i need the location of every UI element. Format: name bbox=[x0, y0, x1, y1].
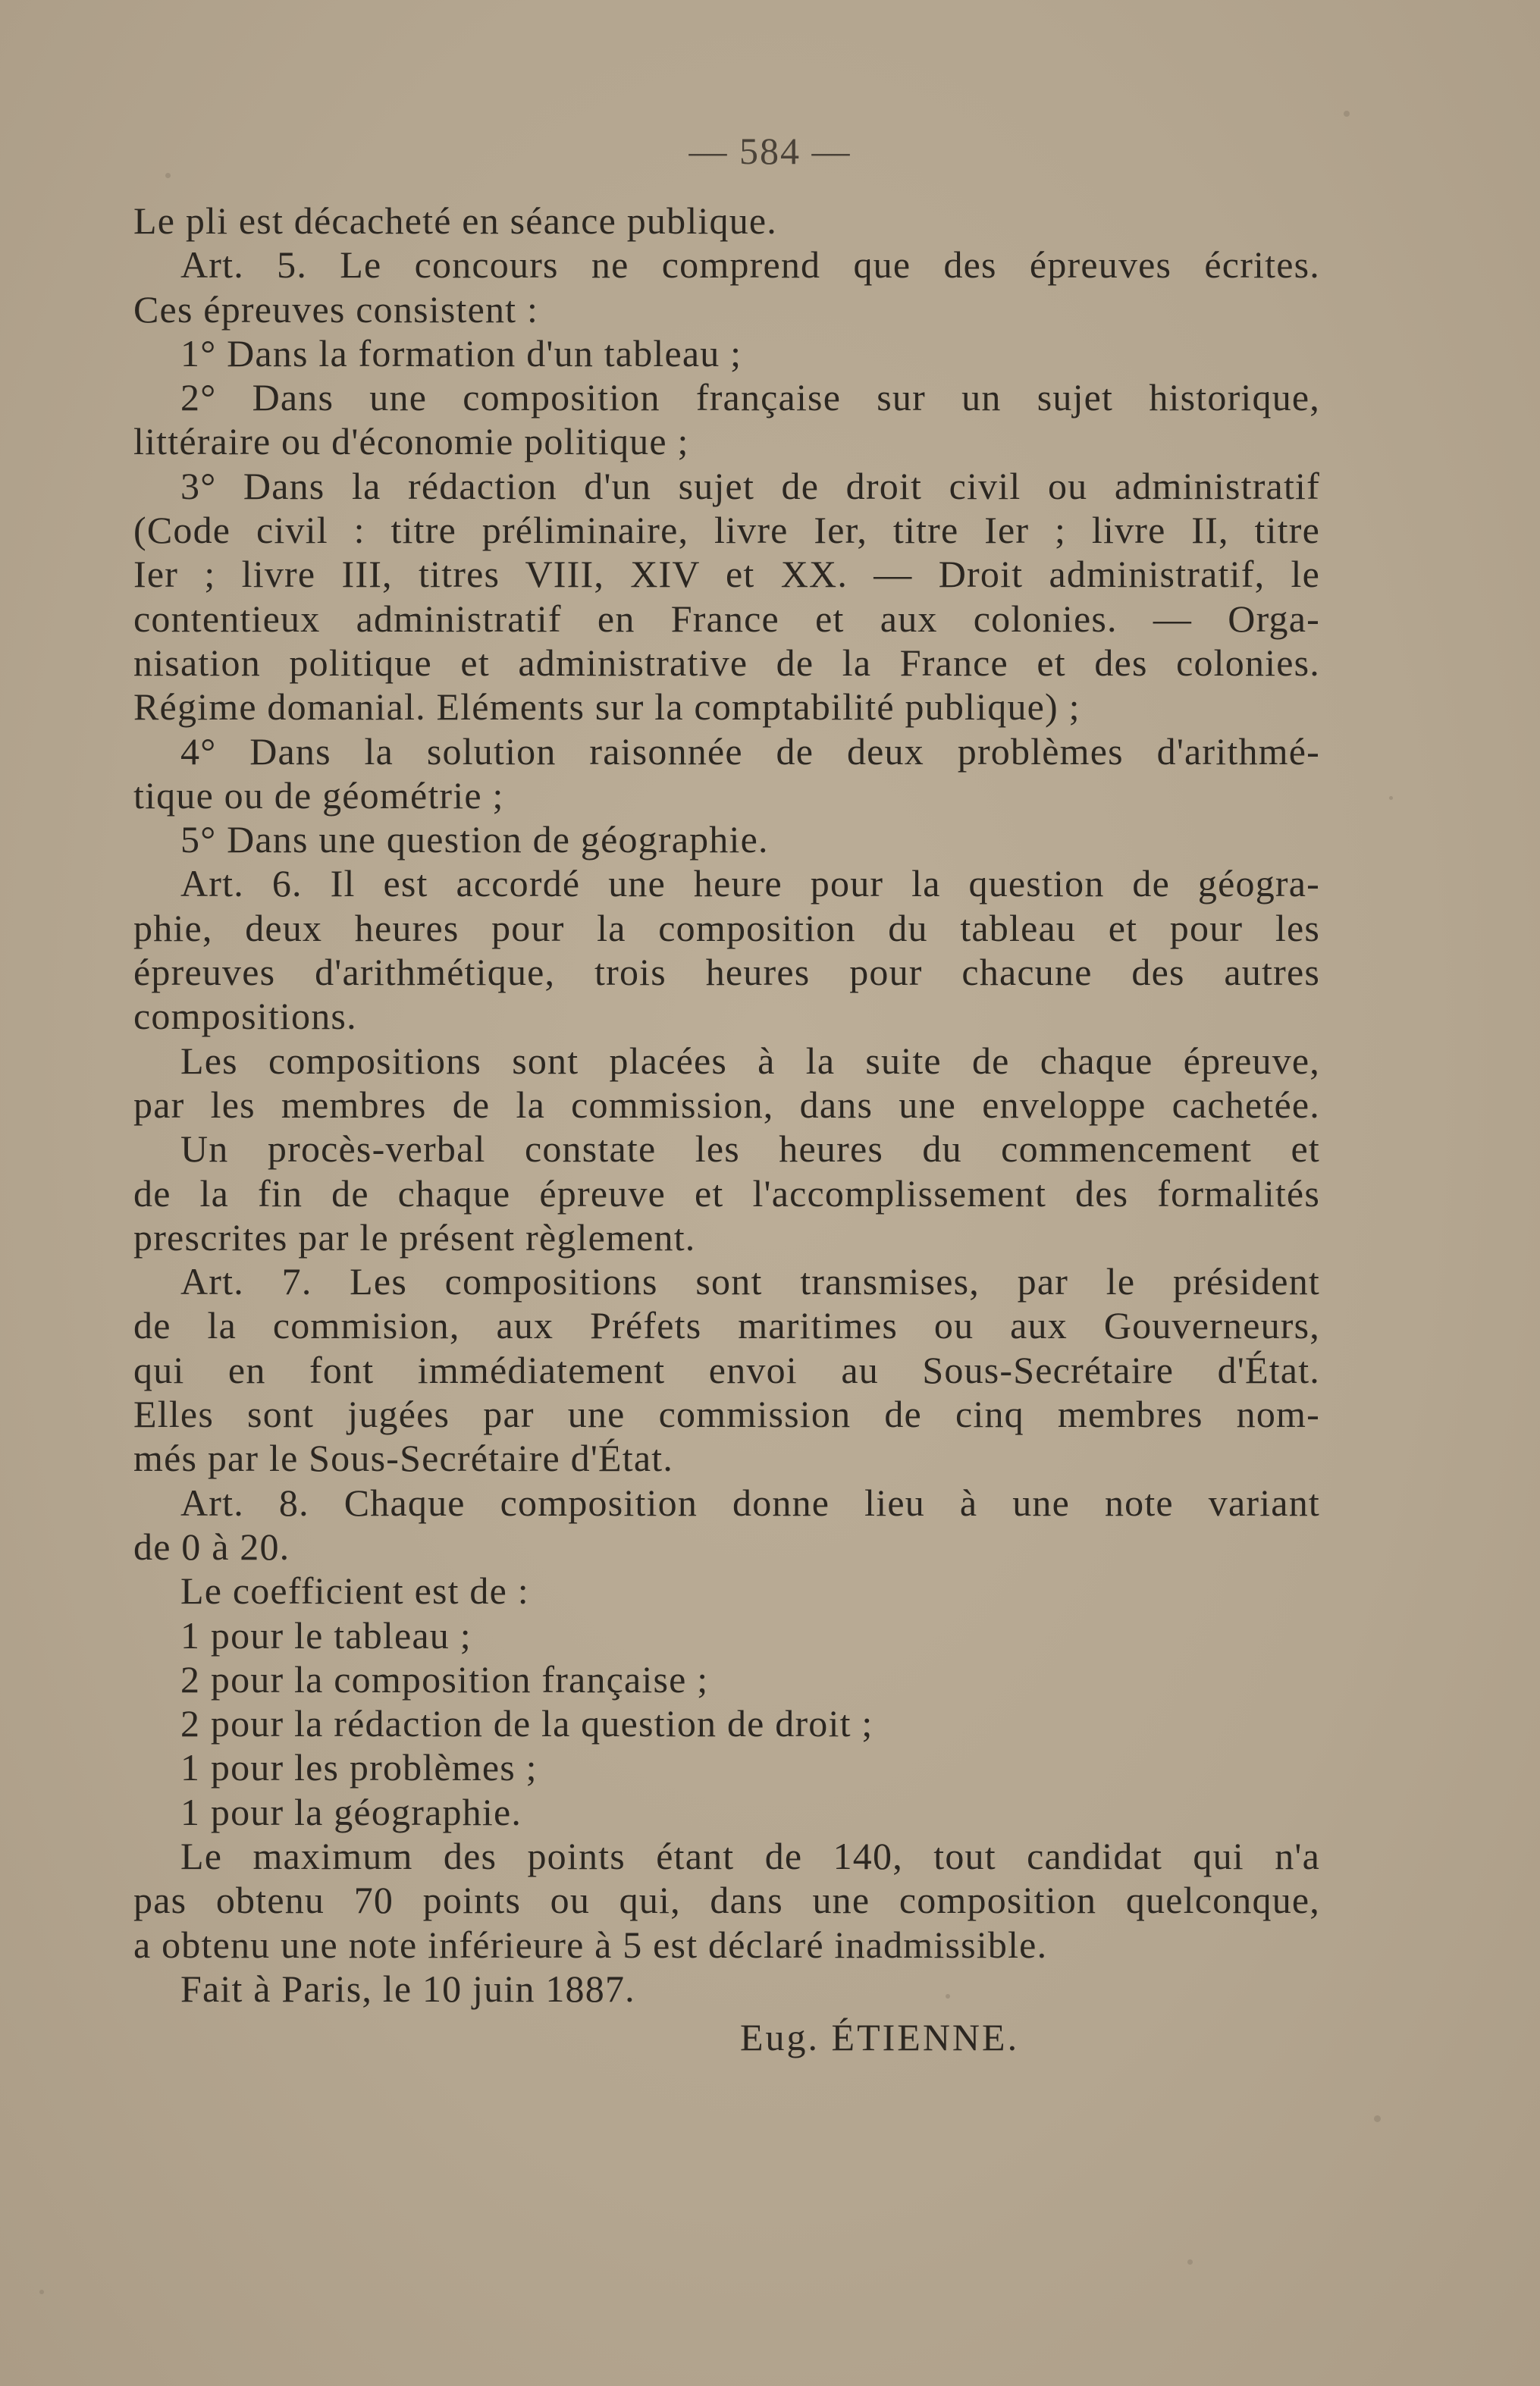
text-line: de 0 à 20. bbox=[133, 1525, 290, 1568]
text-line: de la commision, aux Préfets maritimes ou aux Gouverneurs, bbox=[133, 1304, 1320, 1347]
text-line: més par le Sous-Secrétaire d'État. bbox=[133, 1437, 674, 1480]
text-line: (Code civil : titre préliminaire, livre Ier, titre Ier ; livre II, titre bbox=[133, 509, 1320, 552]
text-line: 1 pour le tableau ; bbox=[180, 1613, 472, 1657]
text-line: Art. 6. Il est accordé une heure pour la question de géogra- bbox=[180, 862, 1320, 905]
paper-speck bbox=[1374, 2115, 1381, 2122]
text-line: tique ou de géométrie ; bbox=[133, 773, 504, 817]
page-number: — 584 — bbox=[688, 130, 852, 172]
text-line: par les membres de la commission, dans une enveloppe cachetée. bbox=[133, 1083, 1320, 1126]
text-line: Ces épreuves consistent : bbox=[133, 287, 539, 331]
text-line: 2° Dans une composition française sur un sujet historique, bbox=[180, 376, 1320, 419]
text-line: Les compositions sont placées à la suite de chaque épreuve, bbox=[180, 1039, 1320, 1082]
text-line: Art. 7. Les compositions sont transmises, par le président bbox=[180, 1260, 1320, 1303]
text-line: nisation politique et administrative de la France et des colonies. bbox=[133, 641, 1320, 684]
text-line: 3° Dans la rédaction d'un sujet de droit civil ou administratif bbox=[180, 464, 1320, 507]
text-line: 2 pour la composition française ; bbox=[180, 1657, 709, 1701]
signature-line bbox=[133, 2015, 1320, 2059]
text-line: Un procès-verbal constate les heures du commencement et bbox=[180, 1127, 1320, 1171]
text-line: compositions. bbox=[133, 995, 357, 1038]
paper-speck bbox=[1389, 796, 1393, 800]
text-line: Le pli est décacheté en séance publique. bbox=[133, 199, 778, 242]
text-line: phie, deux heures pour la composition du tableau et pour les bbox=[133, 906, 1320, 949]
text-line: Art. 8. Chaque composition donne lieu à une note variant bbox=[180, 1481, 1320, 1524]
text-line: littéraire ou d'économie politique ; bbox=[133, 420, 689, 463]
paper-speck bbox=[1344, 111, 1350, 117]
text-line: 1 pour la géographie. bbox=[180, 1790, 522, 1833]
text-line: 1° Dans la formation d'un tableau ; bbox=[180, 331, 742, 375]
text-line: Régime domanial. Eléments sur la comptabilité publique) ; bbox=[133, 685, 1081, 729]
signature: Eug. ÉTIENNE. bbox=[740, 2016, 1020, 2059]
text-line: Ier ; livre III, titres VIII, XIV et XX. — Droit administratif, le bbox=[133, 553, 1320, 596]
text-line: 4° Dans la solution raisonnée de deux problèmes d'arithmé- bbox=[180, 729, 1320, 773]
text-line: Elles sont jugées par une commission de cinq membres nom- bbox=[133, 1393, 1320, 1436]
text-line: Fait à Paris, le 10 juin 1887. bbox=[180, 1967, 635, 2010]
paper-speck bbox=[1187, 2259, 1193, 2265]
text-line: a obtenu une note inférieure à 5 est déclaré inadmissible. bbox=[133, 1923, 1048, 1966]
text-line: Le coefficient est de : bbox=[180, 1569, 529, 1613]
text-line: prescrites par le présent règlement. bbox=[133, 1215, 696, 1259]
text-line: contentieux administratif en France et aux colonies. — Orga- bbox=[133, 597, 1320, 640]
text-line: Art. 5. Le concours ne comprend que des épreuves écrites. bbox=[180, 243, 1320, 287]
text-line: pas obtenu 70 points ou qui, dans une composition quelconque, bbox=[133, 1879, 1320, 1922]
text-line: 1 pour les problèmes ; bbox=[180, 1746, 538, 1789]
text-line: 2 pour la rédaction de la question de droit ; bbox=[180, 1702, 874, 1745]
body-text bbox=[133, 199, 1320, 2059]
text-line: de la fin de chaque épreuve et l'accomplissement des formalités bbox=[133, 1171, 1320, 1215]
text-line: épreuves d'arithmétique, trois heures pour chacune des autres bbox=[133, 951, 1320, 994]
paper-speck bbox=[165, 173, 171, 178]
paper-speck bbox=[39, 2290, 44, 2294]
text-line: qui en font immédiatement envoi au Sous-Secrétaire d'État. bbox=[133, 1348, 1320, 1391]
text-line: 5° Dans une question de géographie. bbox=[180, 818, 769, 861]
text-line: Le maximum des points étant de 140, tout candidat qui n'a bbox=[180, 1834, 1320, 1877]
